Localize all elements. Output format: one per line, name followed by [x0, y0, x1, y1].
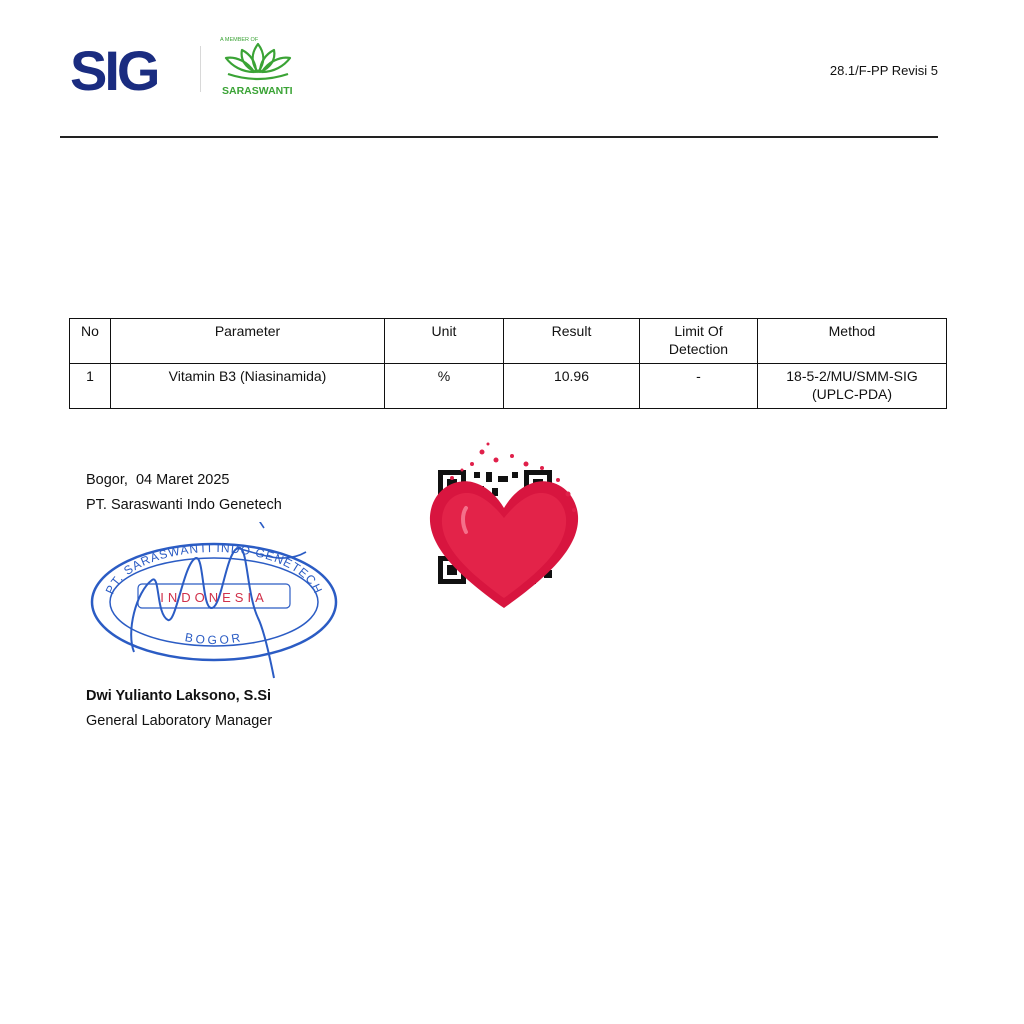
company-stamp: [86, 522, 342, 682]
header-unit: Unit: [385, 319, 504, 364]
qr-code-with-heart: [422, 438, 586, 614]
stamp-middle-text: INDONESIA: [160, 590, 268, 605]
sig-logo-text: SIG: [70, 39, 158, 98]
logo-divider: [200, 46, 201, 92]
document-code: 28.1/F-PP Revisi 5: [829, 63, 938, 78]
header-parameter: Parameter: [111, 319, 385, 364]
header-no: No: [70, 319, 111, 364]
results-table: [69, 318, 947, 409]
place-date: Bogor, 04 Maret 2025: [86, 472, 230, 488]
signer-title: General Laboratory Manager: [86, 713, 273, 729]
cell-unit: %: [385, 364, 504, 409]
cell-limit-of-detection: -: [640, 364, 758, 409]
signer-name: Dwi Yulianto Laksono, S.Si: [86, 688, 272, 704]
stamp-bottom-text: BOGOR: [183, 630, 245, 648]
cell-parameter: Vitamin B3 (Niasinamida): [111, 364, 385, 409]
header-rule: [60, 136, 938, 138]
saraswanti-logo-text: SARASWANTI: [222, 85, 293, 97]
table-header-row: [70, 319, 947, 364]
cell-method: 18-5-2/MU/SMM-SIG (UPLC-PDA): [758, 364, 947, 409]
header-method: Method: [758, 319, 947, 364]
stamp-top-text: PT. SARASWANTI INDO GENETECH: [102, 540, 326, 597]
company-name: PT. Saraswanti Indo Genetech: [86, 497, 282, 513]
table-row: [70, 364, 947, 409]
header-limit-of-detection: Limit Of Detection: [640, 319, 758, 364]
saraswanti-logo: [218, 34, 298, 98]
cell-no: 1: [70, 364, 111, 409]
svg-text:PT. SARASWANTI INDO GENETECH: [103, 541, 326, 596]
header-result: Result: [504, 319, 640, 364]
cell-result: 10.96: [504, 364, 640, 409]
member-caption: A MEMBER OF: [220, 37, 259, 43]
svg-text:BOGOR: [184, 630, 244, 647]
lotus-icon: [226, 44, 290, 79]
sig-logo: [70, 38, 182, 98]
